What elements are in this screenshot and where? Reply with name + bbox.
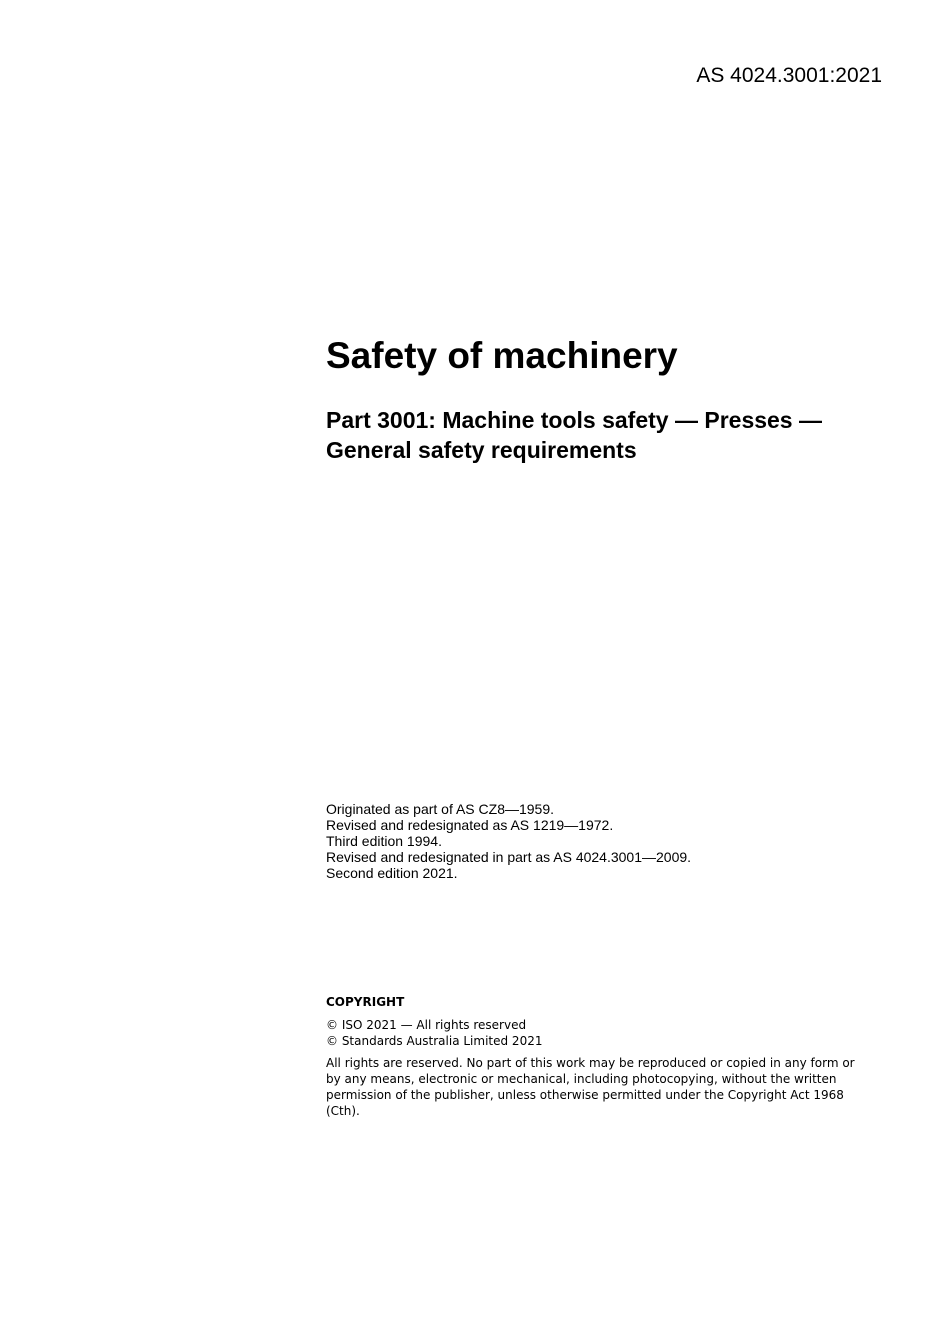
document-number: AS 4024.3001:2021 <box>696 64 882 87</box>
rights-statement: All rights are reserved. No part of this work may be reproduced or copied in any form or by any means, electronic or mechanical, including photocopying, without the written permission of the publisher, unless otherwise permitted under the Copyright Act 1968 (Cth). <box>326 1056 855 1118</box>
copyright-heading: COPYRIGHT <box>326 995 405 1009</box>
history-line: Originated as part of AS CZ8—1959. <box>326 801 555 817</box>
copyright-line: © Standards Australia Limited 2021 <box>326 1034 543 1048</box>
copyright-block <box>326 994 866 1119</box>
history-line: Revised and redesignated as AS 1219—1972. <box>326 817 614 833</box>
subtitle-line-2: General safety requirements <box>326 437 637 463</box>
subtitle-line-1: Part 3001: Machine tools safety — Presses — <box>326 407 822 433</box>
copyright-line: © ISO 2021 — All rights reserved <box>326 1018 527 1032</box>
page-subtitle <box>326 405 886 465</box>
title-block <box>326 333 886 465</box>
history-line: Second edition 2021. <box>326 865 458 881</box>
page-title: Safety of machinery <box>326 335 678 376</box>
history-line: Revised and redesignated in part as AS 4024.3001—2009. <box>326 849 692 865</box>
copyright-notices <box>326 1017 866 1049</box>
history-line: Third edition 1994. <box>326 833 442 849</box>
edition-history <box>326 801 691 881</box>
